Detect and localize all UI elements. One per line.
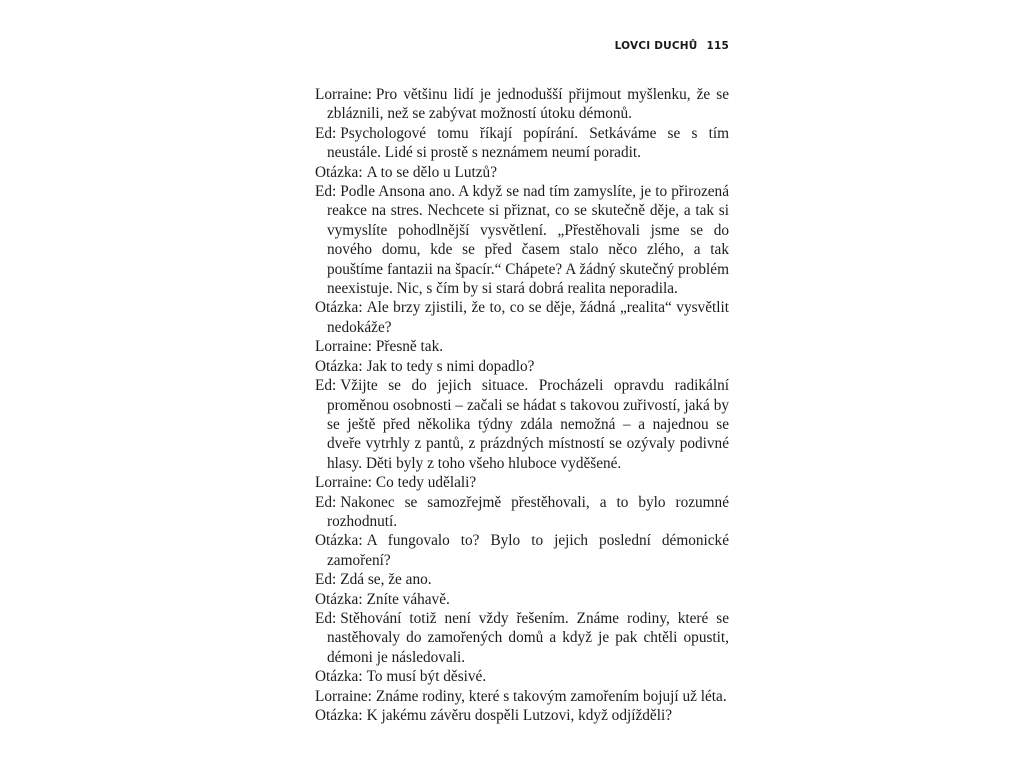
line-text: Ale brzy zjistili, že to, co se děje, žádná „realita“ vysvětlit nedokáže? — [327, 299, 729, 336]
dialogue-line — [315, 163, 729, 182]
dialogue-line — [315, 376, 729, 473]
speaker: Otázka: — [315, 299, 363, 317]
running-head-title: LOVCI DUCHŮ — [614, 40, 698, 52]
dialogue-line — [315, 357, 729, 376]
line-text: Pro většinu lidí je jednodušší přijmout myšlenku, že se zbláznili, než se zabývat možností útoku démonů. — [327, 86, 729, 123]
line-text: Nakonec se samozřejmě přestěhovali, a to bylo rozumné rozhodnutí. — [327, 493, 729, 530]
line-text: To musí být děsivé. — [366, 668, 487, 686]
line-text: Psychologové tomu říkají popírání. Setkáváme se s tím neustále. Lidé si prostě s neznámem neumí poradit. — [327, 124, 729, 162]
dialogue-line — [315, 706, 729, 725]
speaker: Lorraine: — [315, 86, 372, 103]
speaker: Otázka: — [315, 532, 363, 550]
line-text: Co tedy udělali? — [375, 474, 477, 492]
speaker: Lorraine: — [315, 474, 372, 492]
dialogue-line — [315, 570, 729, 589]
speaker: Otázka: — [315, 668, 363, 686]
dialogue-line — [315, 590, 729, 609]
line-text: Stěhování totiž není vždy řešením. Známe rodiny, které se nastěhovaly do zamořených domů a když je pak chtěli opustit, démoni je následovali. — [327, 609, 729, 666]
line-text: Známe rodiny, které s takovým zamořením bojují už léta. — [375, 687, 727, 705]
page-number: 115 — [706, 40, 729, 52]
line-text: K jakému závěru dospěli Lutzovi, když odjížděli? — [366, 707, 672, 724]
dialogue-line — [315, 298, 729, 337]
speaker: Ed: — [315, 377, 337, 395]
speaker: Ed: — [315, 183, 337, 201]
line-text: A fungovalo to? Bylo to jejich poslední démonické zamoření? — [327, 532, 729, 569]
speaker: Ed: — [315, 493, 337, 511]
dialogue-line — [315, 182, 729, 298]
dialogue-line — [315, 85, 729, 124]
dialogue-line — [315, 609, 729, 667]
line-text: Zdá se, že ano. — [340, 571, 432, 589]
speaker: Otázka: — [315, 590, 363, 608]
speaker: Ed: — [315, 609, 337, 627]
dialogue-line — [315, 687, 729, 706]
line-text: Jak to tedy s nimi dopadlo? — [366, 357, 535, 375]
dialogue-line — [315, 337, 729, 356]
dialogue-line — [315, 473, 729, 492]
dialogue-line — [315, 667, 729, 686]
dialogue-line — [315, 531, 729, 570]
dialogue-text — [315, 85, 729, 725]
line-text: Přesně tak. — [375, 338, 444, 356]
line-text: A to se dělo u Lutzů? — [366, 163, 497, 181]
line-text: Zníte váhavě. — [366, 590, 450, 608]
line-text: Podle Ansona ano. A když se nad tím zamyslíte, je to přirozená reakce na stres. Nechcete si přiznat, co se skutečně děje, a tak si vymyslíte pohodlnější vysvětlení. „Přestěhovali jsme se do nového domu, kde se před časem stalo něco zlého, a tak pouštíme fantazii na špacír.“ Chápete? A žádný skutečný problém neexistuje. Nic, s čím by si stará dobrá realita neporadila. — [327, 183, 729, 298]
speaker: Ed: — [315, 124, 337, 142]
speaker: Lorraine: — [315, 687, 372, 705]
speaker: Otázka: — [315, 163, 363, 181]
line-text: Vžijte se do jejich situace. Procházeli opravdu radikální proměnou osobnosti – začali se hádat s takovou zuřivostí, jaká by se ještě před několika týdny zdála nemožná – a najednou se dveře vytrhly z pantů, z prázdných místností se ozývaly podivné hlasy. Děti byly z toho všeho hluboce vyděšené. — [327, 377, 729, 472]
speaker: Lorraine: — [315, 338, 372, 356]
running-head — [520, 40, 729, 52]
dialogue-line — [315, 493, 729, 532]
speaker: Otázka: — [315, 707, 363, 724]
speaker: Ed: — [315, 571, 337, 589]
dialogue-line — [315, 124, 729, 163]
speaker: Otázka: — [315, 357, 363, 375]
